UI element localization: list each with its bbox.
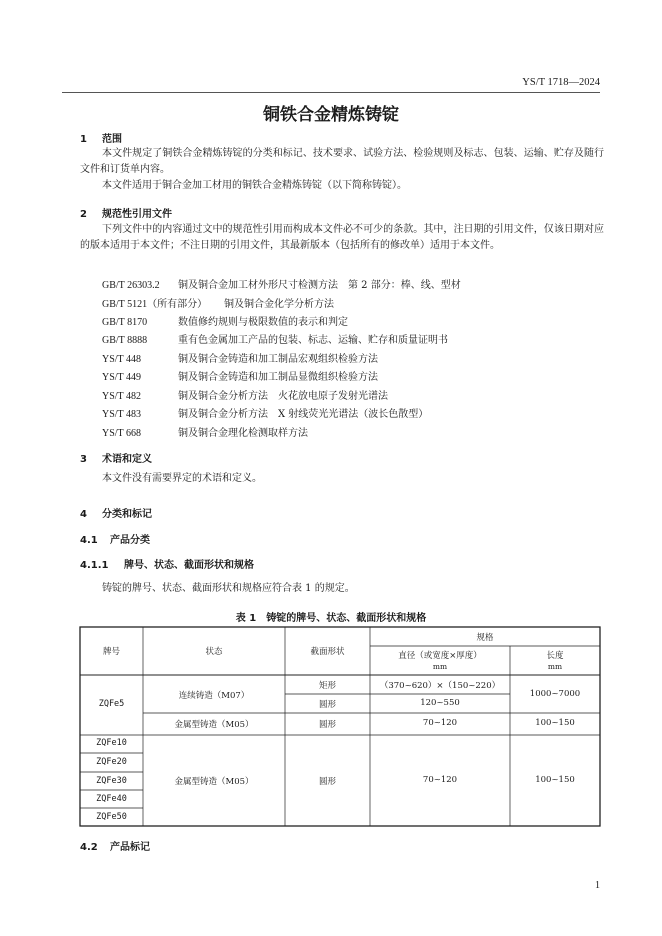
section-number: 2	[80, 209, 87, 220]
table-header-spec: 规格	[476, 633, 494, 643]
section-title: 产品分类	[110, 535, 150, 546]
table-cell-state: 金属型铸造（M05）	[174, 720, 254, 730]
table-cell-dimension: 70~120	[422, 775, 458, 785]
reference-item: YS/T 483 铜及铜合金分析方法 X 射线荧光光谱法（波长色散型）	[102, 409, 429, 420]
section-1-paragraph-1: 本文件规定了铜铁合金精炼铸锭的分类和标记、技术要求、试验方法、检验规则及标志、包装、运输、贮存及随行文件和订货单内容。	[80, 148, 604, 175]
section-number: 4	[80, 509, 87, 520]
table-cell-shape: 圆形	[318, 700, 336, 710]
section-title: 牌号、状态、截面形状和规格	[124, 560, 254, 571]
table-cell-length: 100~150	[535, 775, 575, 785]
table-cell-length: 100~150	[535, 718, 575, 728]
table-cell-length: 1000~7000	[529, 689, 581, 699]
table-cell-dimension: 120~550	[420, 698, 460, 708]
section-title: 产品标记	[110, 842, 150, 853]
reference-item: GB/T 5121（所有部分） 铜及铜合金化学分析方法	[102, 299, 334, 310]
table-header-state: 状态	[205, 647, 223, 657]
table-header-grade: 牌号	[102, 647, 120, 657]
section-2-paragraph-1: 下列文件中的内容通过文中的规范性引用而构成本文件必不可少的条款。其中，注日期的引用文件，仅该日期对应的版本适用于本文件；不注日期的引用文件，其最新版本（包括所有的修改单）适用于本文件。	[80, 224, 604, 251]
table-cell-shape: 矩形	[318, 681, 336, 691]
section-title: 规范性引用文件	[102, 209, 172, 220]
table-header-length-unit: mm	[547, 662, 563, 671]
table-cell-dimension: （370~620）×（150~220）	[379, 681, 501, 691]
section-title: 术语和定义	[102, 454, 152, 465]
section-number: 4.1	[80, 535, 98, 546]
section-number: 4.1.1	[80, 560, 109, 571]
section-3-paragraph-1: 本文件没有需要界定的术语和定义。	[102, 473, 262, 484]
table-cell-grade: ZQFe50	[96, 812, 127, 822]
table-header-length: 长度	[546, 651, 564, 661]
section-title: 范围	[102, 134, 122, 145]
section-number: 3	[80, 454, 87, 465]
section-title: 分类和标记	[102, 509, 152, 520]
table-cell-shape: 圆形	[318, 720, 336, 730]
document-title: 铜铁合金精炼铸锭	[263, 105, 399, 125]
table-cell-grade: ZQFe20	[96, 757, 127, 767]
standard-code: YS/T 1718—2024	[522, 77, 600, 88]
table-cell-state: 金属型铸造（M05）	[174, 777, 254, 787]
reference-item: YS/T 448 铜及铜合金铸造和加工制品宏观组织检验方法	[102, 354, 378, 365]
section-4-1-1-paragraph: 铸锭的牌号、状态、截面形状和规格应符合表 1 的规定。	[102, 583, 355, 594]
reference-item: GB/T 8170 数值修约规则与极限数值的表示和判定	[102, 317, 348, 328]
page-number: 1	[595, 880, 600, 891]
reference-item: YS/T 449 铜及铜合金铸造和加工制品显微组织检验方法	[102, 372, 378, 383]
section-4-2-heading	[80, 838, 150, 853]
table-1-title: 表 1 铸锭的牌号、状态、截面形状和规格	[235, 613, 427, 624]
section-number: 4.2	[80, 842, 98, 853]
table-cell-grade: ZQFe40	[96, 794, 127, 804]
table-cell-grade: ZQFe10	[96, 738, 127, 748]
table-header-shape: 截面形状	[310, 647, 345, 657]
section-number: 1	[80, 134, 87, 145]
table-cell-state: 连续铸造（M07）	[178, 691, 250, 701]
table-cell-shape: 圆形	[318, 777, 336, 787]
section-1-paragraph-2: 本文件适用于铜合金加工材用的铜铁合金精炼铸锭（以下简称铸锭）。	[102, 180, 407, 191]
table-header-diameter: 直径（或宽度×厚度）	[398, 651, 482, 661]
table-cell-grade: ZQFe30	[96, 776, 127, 786]
table-cell-dimension: 70~120	[422, 718, 458, 728]
table-header-diameter-unit: mm	[432, 662, 448, 671]
table-cell-grade: ZQFe5	[98, 699, 125, 709]
reference-item: GB/T 26303.2 铜及铜合金加工材外形尺寸检测方法 第 2 部分：棒、线、型材	[102, 280, 461, 291]
reference-item: YS/T 482 铜及铜合金分析方法 火花放电原子发射光谱法	[102, 391, 388, 402]
reference-item: GB/T 8888 重有色金属加工产品的包装、标志、运输、贮存和质量证明书	[102, 335, 448, 346]
reference-item: YS/T 668 铜及铜合金理化检测取样方法	[102, 428, 308, 439]
